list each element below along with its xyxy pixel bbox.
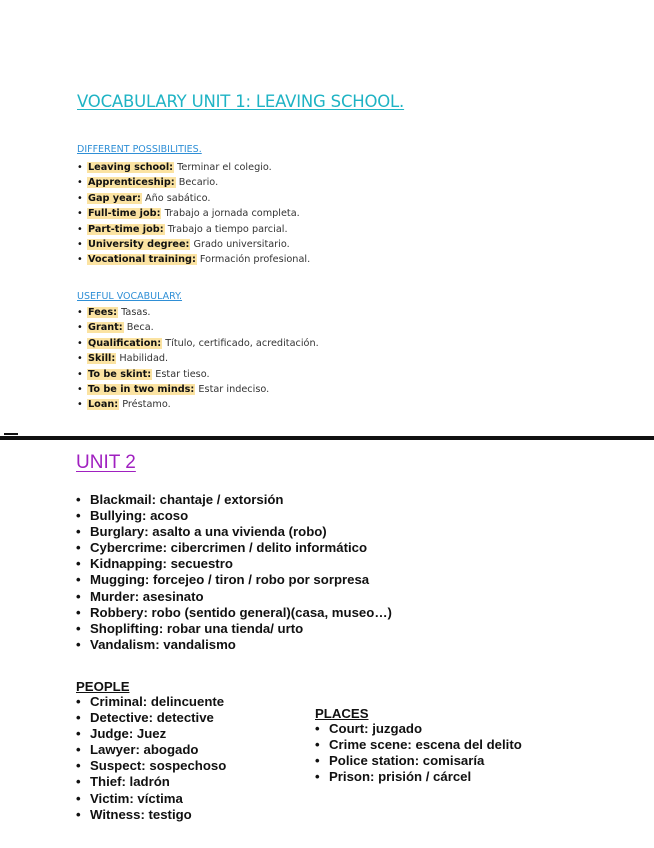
crime-entry: Kidnapping: secuestro (90, 556, 233, 572)
definition: Año sabático. (144, 192, 211, 204)
people-entry: Lawyer: abogado (90, 742, 199, 758)
list-item: • Part-time job: Trabajo a tiempo parcial. (77, 223, 288, 235)
place-entry: Prison: prisión / cárcel (329, 769, 472, 785)
list-item: • Full-time job: Trabajo a jornada completa. (77, 208, 300, 220)
definition: Terminar el colegio. (177, 162, 272, 173)
term: Skill: (88, 353, 116, 365)
list-item: • To be skint: Estar tieso. (77, 368, 210, 380)
list-item: • Lawyer: abogado (76, 742, 199, 758)
list-item: • Crime scene: escena del delito (315, 737, 522, 753)
list-item: • Skill: Habilidad. (77, 353, 169, 365)
list-item: • Apprenticeship: Becario. (77, 177, 219, 189)
list-item: • Victim: víctima (76, 790, 183, 806)
list-item: • Judge: Juez (76, 726, 167, 742)
list-item: • Grant: Beca. (77, 322, 154, 334)
list-item: • Vandalism: vandalismo (76, 636, 236, 652)
list-item: • Bullying: acoso (76, 508, 189, 524)
list-item: • Police station: comisaría (315, 753, 485, 769)
term: Part-time job: (88, 223, 164, 235)
people-entry: Suspect: sospechoso (90, 758, 227, 774)
list-item: • Suspect: sospechoso (76, 758, 227, 774)
list-item: • Loan: Préstamo. (77, 399, 171, 411)
people-list (76, 694, 226, 823)
place-entry: Crime scene: escena del delito (329, 737, 522, 753)
section-heading-possibilities: DIFFERENT POSSIBILITIES. (77, 144, 202, 155)
places-heading: PLACES (315, 706, 369, 721)
unit2-title: UNIT 2 (76, 452, 136, 473)
list-item: • Shoplifting: robar una tienda/ urto (76, 620, 304, 636)
definition: Beca. (126, 322, 154, 334)
term: Grant: (88, 322, 123, 334)
page-break-mark (4, 433, 18, 435)
section-heading-useful-vocabulary: USEFUL VOCABULARY. (77, 291, 183, 302)
place-entry: Police station: comisaría (329, 753, 485, 769)
term: Apprenticeship: (88, 177, 175, 189)
crime-entry: Vandalism: vandalismo (90, 636, 236, 652)
definition: Formación profesional. (199, 254, 311, 266)
places-list (315, 721, 522, 785)
list-item: • Qualification: Título, certificado, acreditación. (77, 337, 319, 349)
crime-entry: Blackmail: chantaje / extorsión (90, 492, 284, 507)
list-item: • To be in two minds: Estar indeciso. (77, 383, 270, 395)
list-item: • Leaving school: Terminar el colegio. (77, 162, 272, 173)
crime-entry: Burglary: asalto a una vivienda (robo) (90, 524, 327, 540)
crimes-list (76, 492, 392, 653)
definition: Estar indeciso. (198, 383, 270, 395)
term: To be skint: (88, 368, 152, 380)
term: To be in two minds: (88, 383, 195, 395)
definition: Tasas. (121, 307, 151, 318)
term: Leaving school: (88, 162, 174, 173)
definition: Estar tieso. (155, 368, 210, 380)
definition: Trabajo a tiempo parcial. (167, 223, 288, 235)
definition: Becario. (178, 177, 219, 189)
crime-entry: Bullying: acoso (90, 508, 189, 524)
list-item: • Prison: prisión / cárcel (315, 769, 472, 785)
list-item: • Witness: testigo (76, 806, 192, 822)
crime-entry: Robbery: robo (sentido general)(casa, museo…) (90, 604, 392, 620)
list-item: • Blackmail: chantaje / extorsión (76, 492, 284, 507)
people-entry: Thief: ladrón (90, 774, 170, 790)
list-item: • Thief: ladrón (76, 774, 170, 790)
unit1-title: VOCABULARY UNIT 1: LEAVING SCHOOL. (77, 92, 405, 111)
term: Vocational training: (88, 254, 196, 266)
definition: Habilidad. (119, 353, 169, 365)
people-entry: Judge: Juez (90, 726, 167, 742)
list-item: • Criminal: delincuente (76, 694, 225, 709)
list-item: • Cybercrime: cibercrimen / delito informático (76, 540, 368, 556)
term: Full-time job: (88, 208, 161, 220)
list-item: • Detective: detective (76, 710, 214, 726)
page-divider (0, 436, 654, 440)
definition: Grado universitario. (193, 238, 290, 250)
people-entry: Witness: testigo (90, 806, 192, 822)
list-item: • Gap year: Año sabático. (77, 192, 211, 204)
term: Loan: (88, 399, 119, 411)
list-item: • Vocational training: Formación profesional. (77, 254, 311, 266)
crime-entry: Cybercrime: cibercrimen / delito informático (90, 540, 368, 556)
list-item: • Kidnapping: secuestro (76, 556, 233, 572)
definition: Trabajo a jornada completa. (164, 208, 300, 220)
people-heading: PEOPLE (76, 679, 130, 694)
list-item: • Robbery: robo (sentido general)(casa, museo…) (76, 604, 392, 620)
list-item: • Mugging: forcejeo / tiron / robo por sorpresa (76, 572, 370, 588)
term: University degree: (88, 238, 190, 250)
people-entry: Victim: víctima (90, 790, 183, 806)
useful-vocabulary-list (77, 305, 319, 413)
list-item: • University degree: Grado universitario. (77, 238, 290, 250)
place-entry: Court: juzgado (329, 721, 423, 736)
list-item: • Burglary: asalto a una vivienda (robo) (76, 524, 327, 540)
term: Qualification: (88, 337, 162, 349)
people-entry: Criminal: delincuente (90, 694, 225, 709)
term: Fees: (88, 307, 118, 318)
list-item: • Fees: Tasas. (77, 307, 151, 318)
list-item: • Murder: asesinato (76, 588, 204, 604)
definition: Préstamo. (122, 399, 171, 411)
definition: Título, certificado, acreditación. (165, 337, 319, 349)
crime-entry: Murder: asesinato (90, 588, 204, 604)
crime-entry: Mugging: forcejeo / tiron / robo por sorpresa (90, 572, 370, 588)
possibilities-list (77, 160, 310, 268)
people-entry: Detective: detective (90, 710, 214, 726)
term: Gap year: (88, 192, 141, 204)
crime-entry: Shoplifting: robar una tienda/ urto (90, 620, 304, 636)
list-item: • Court: juzgado (315, 721, 423, 736)
